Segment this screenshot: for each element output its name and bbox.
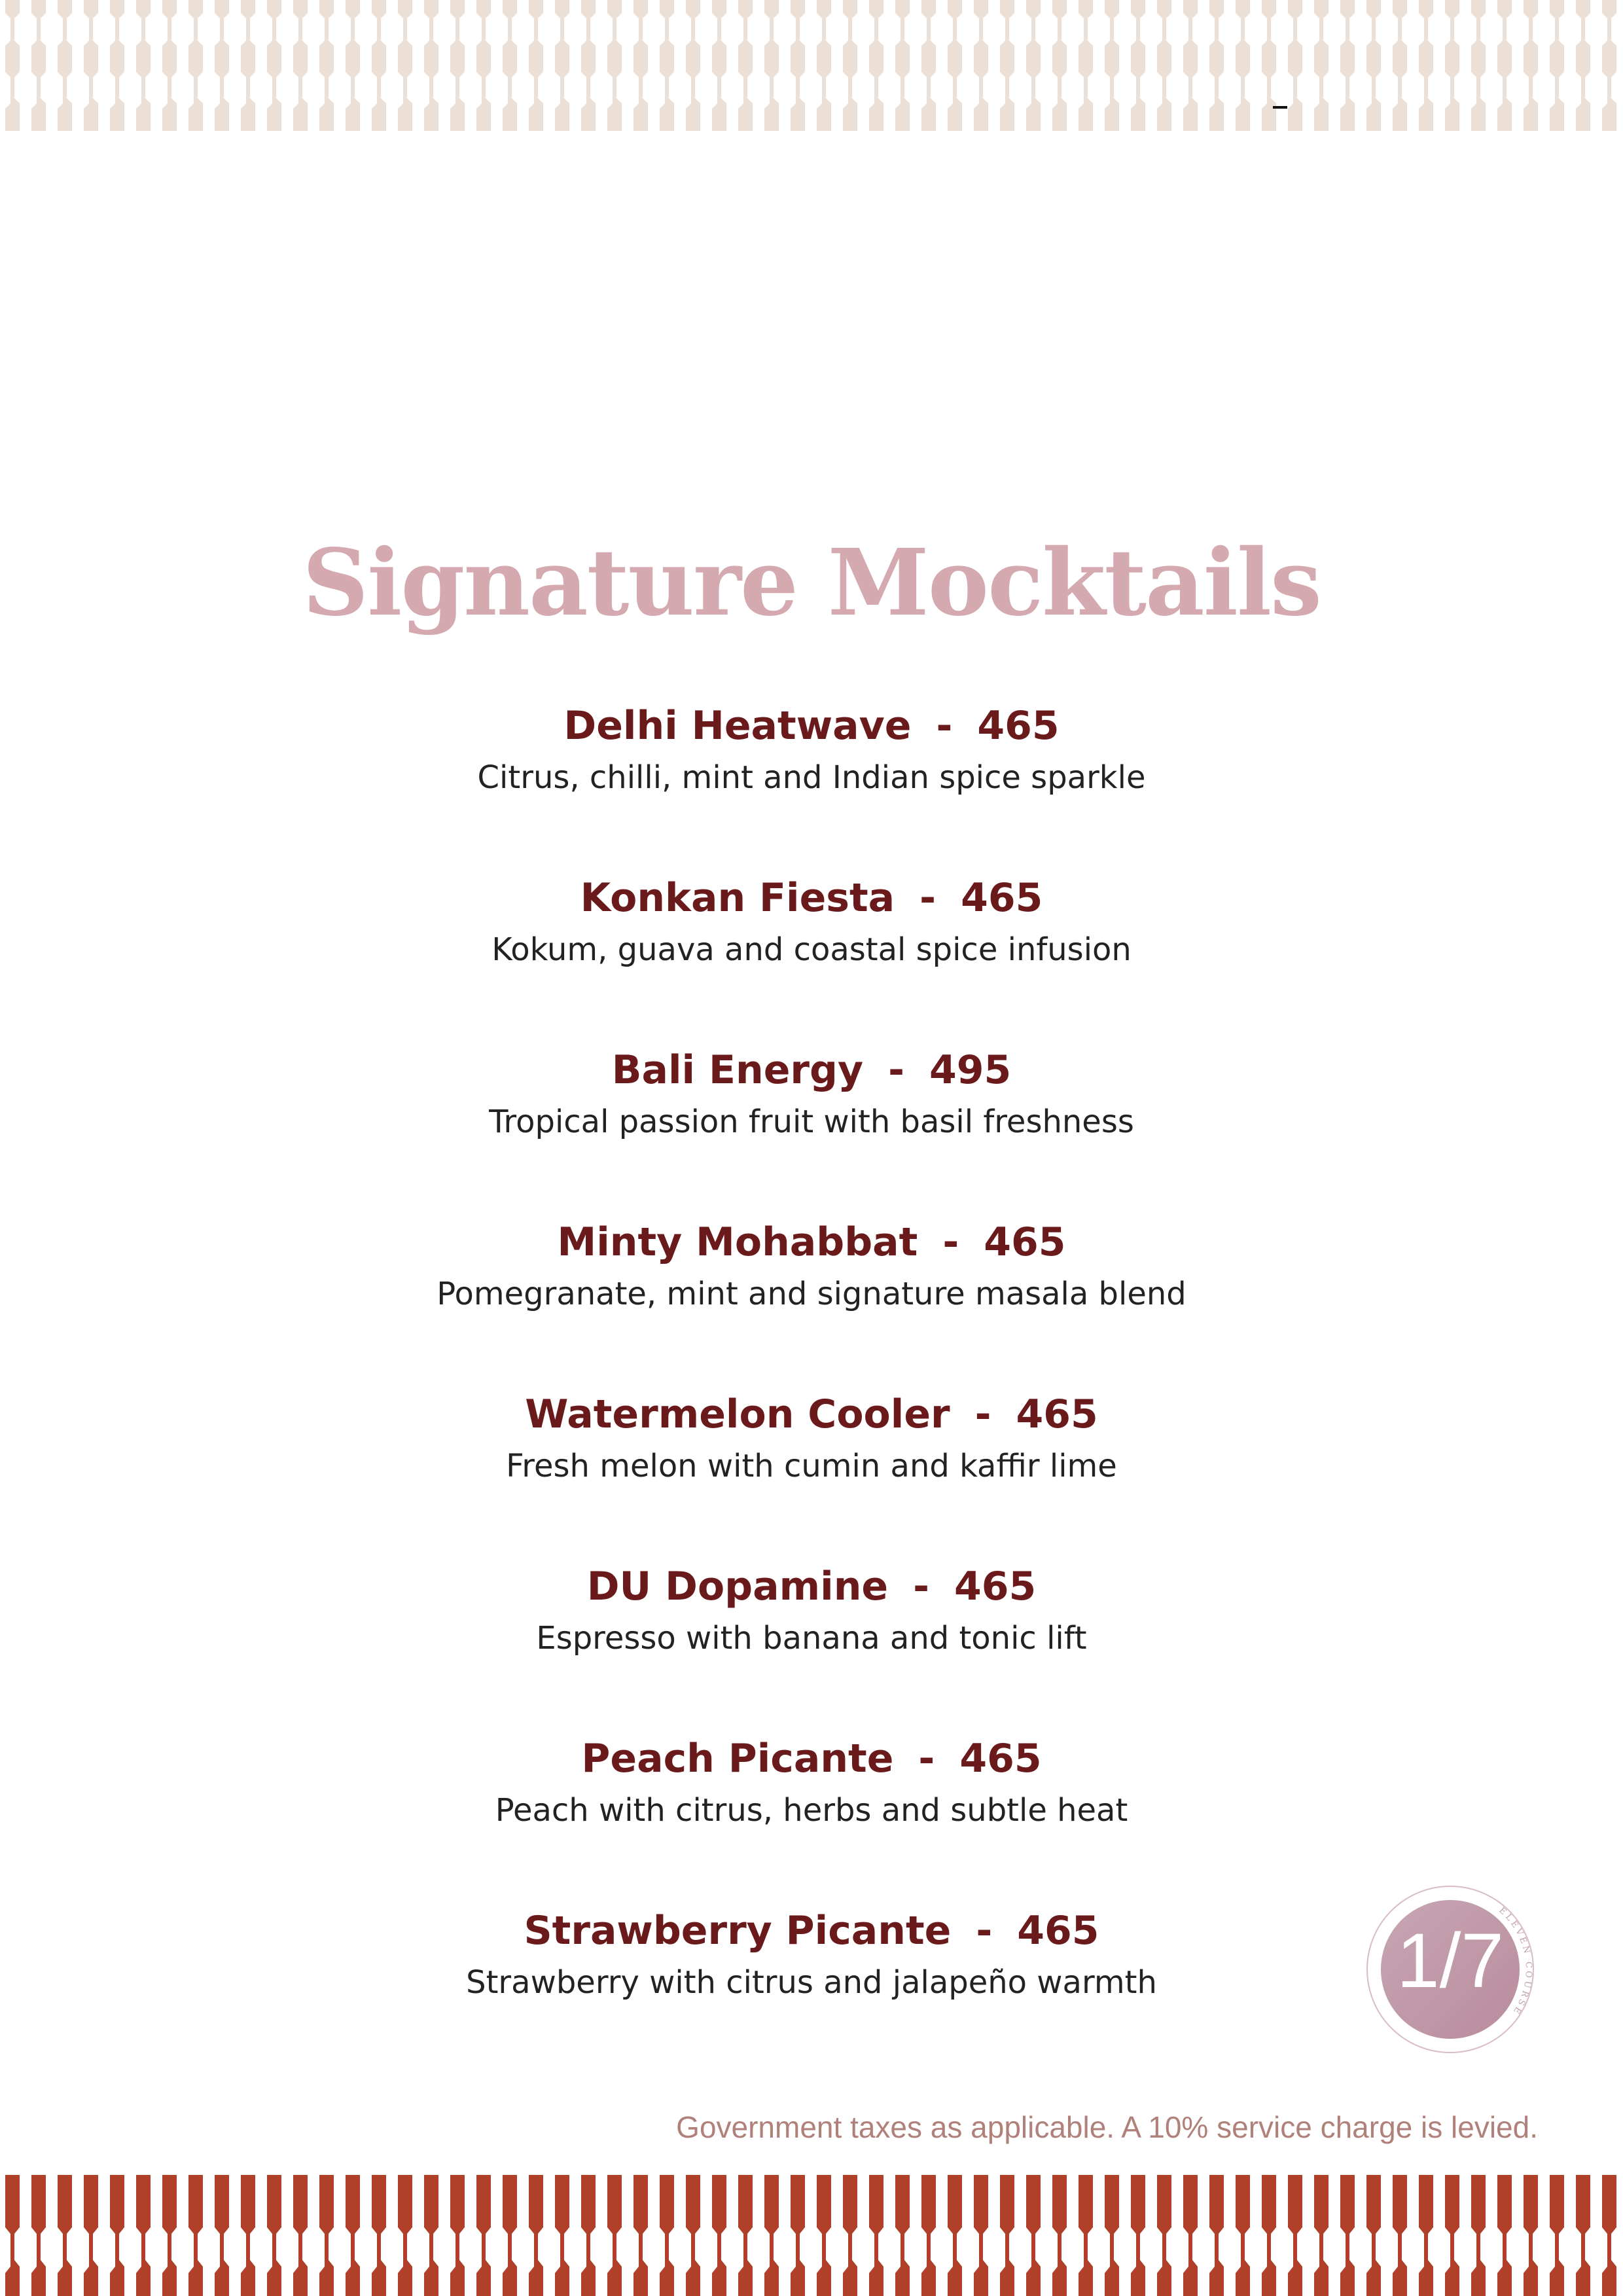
menu-item-name: Konkan Fiesta [580, 875, 895, 921]
menu-item-description: Citrus, chilli, mint and Indian spice sparkle [477, 759, 1146, 796]
logo-seal [1364, 1884, 1536, 2055]
menu-item-separator: - [919, 875, 936, 921]
menu-item [0, 870, 1623, 1043]
menu-item-description: Pomegranate, mint and signature masala blend [437, 1276, 1186, 1312]
menu-item [0, 1387, 1623, 1559]
menu-item-heading [0, 870, 1623, 925]
menu-item-description: Strawberry with citrus and jalapeño warmth [466, 1964, 1157, 2001]
menu-item-name: DU Dopamine [586, 1564, 889, 1609]
menu-item-name: Strawberry Picante [524, 1908, 952, 1954]
bottom-decorative-band [0, 2175, 1623, 2296]
menu-item [0, 1731, 1623, 1903]
menu-item-heading [0, 1731, 1623, 1786]
menu-item-heading [0, 1043, 1623, 1098]
menu-item-heading [0, 1387, 1623, 1442]
bottom-band-pattern [0, 2175, 1623, 2296]
menu-item-name: Delhi Heatwave [563, 703, 912, 749]
menu-item [0, 1215, 1623, 1387]
menu-item-price: 465 [1016, 1391, 1098, 1437]
menu-item-description: Kokum, guava and coastal spice infusion [491, 931, 1132, 968]
menu-item-name: Bali Energy [611, 1047, 864, 1093]
top-decorative-band [0, 0, 1623, 131]
menu-item-separator: - [976, 1908, 993, 1954]
menu-item-name: Minty Mohabbat [557, 1219, 918, 1265]
menu-item-price: 465 [961, 875, 1043, 921]
menu-item [0, 698, 1623, 870]
dash-mark [1273, 106, 1287, 109]
menu-item-separator: - [942, 1219, 959, 1265]
menu-item-separator: - [913, 1564, 930, 1609]
footer-note: Government taxes as applicable. A 10% service charge is levied. [676, 2110, 1538, 2144]
menu-item-separator: - [974, 1391, 991, 1437]
menu-item-name: Peach Picante [581, 1736, 894, 1782]
menu-item-separator: - [918, 1736, 935, 1782]
menu-item-price: 465 [959, 1736, 1042, 1782]
menu-item-price: 465 [984, 1219, 1066, 1265]
menu-item-description: Peach with citrus, herbs and subtle heat [495, 1792, 1128, 1829]
top-band-pattern [0, 0, 1623, 131]
mocktail-list [0, 698, 1623, 2075]
menu-item-heading [0, 698, 1623, 753]
menu-item-separator: - [936, 703, 953, 749]
logo-ring-text: ELEVEN COURSE [1497, 1905, 1534, 2018]
page-title: Signature Mocktails [302, 529, 1321, 637]
menu-item-description: Fresh melon with cumin and kaffir lime [506, 1448, 1117, 1484]
menu-item-price: 495 [929, 1047, 1012, 1093]
menu-item [0, 1043, 1623, 1215]
menu-item-heading [0, 1559, 1623, 1614]
menu-item-price: 465 [1017, 1908, 1099, 1954]
menu-item-name: Watermelon Cooler [525, 1391, 950, 1437]
logo-mark: 1/7 [1396, 1918, 1505, 2004]
menu-item-description: Espresso with banana and tonic lift [536, 1620, 1087, 1657]
menu-item [0, 1559, 1623, 1731]
menu-item-description: Tropical passion fruit with basil freshness [489, 1103, 1134, 1140]
menu-item-heading [0, 1215, 1623, 1270]
menu-item-price: 465 [954, 1564, 1037, 1609]
menu-item-price: 465 [977, 703, 1060, 749]
menu-item-separator: - [888, 1047, 904, 1093]
